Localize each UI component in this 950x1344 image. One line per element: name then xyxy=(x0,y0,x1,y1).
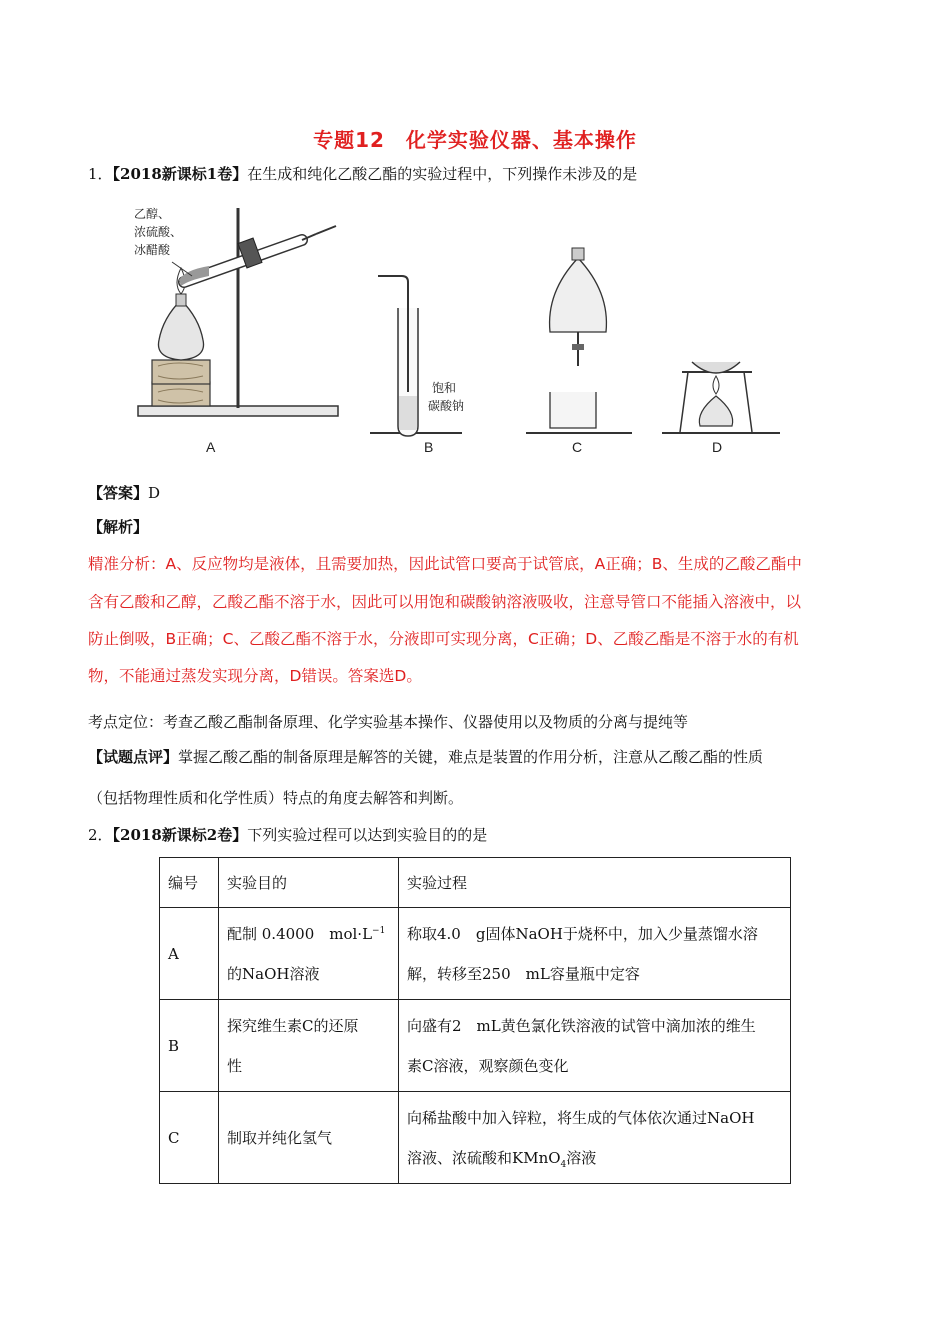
q1-number: 1． xyxy=(88,165,113,183)
tube-b-label-2: 碳酸钠 xyxy=(428,399,465,413)
analysis-label: 【解析】 xyxy=(88,518,149,536)
row-purpose xyxy=(219,908,399,1000)
apparatus-a xyxy=(134,206,338,455)
q2-source-tag: 【2018新课标2卷】 xyxy=(112,826,248,844)
answer-label: 【答案】 xyxy=(88,484,149,502)
purpose-text: 制取并纯化氢气 xyxy=(227,1128,333,1147)
kaodian-line: 考点定位：考查乙酸乙酯制备原理、化学实验基本操作、仪器使用以及物质的分离与提纯等 xyxy=(88,713,689,731)
q2-stem xyxy=(88,824,487,845)
q1-stem xyxy=(88,163,637,184)
figure-label-b: B xyxy=(424,439,434,455)
table-row xyxy=(160,1000,791,1092)
q1-stem-text: 在生成和纯化乙酸乙酯的实验过程中，下列操作未涉及的是 xyxy=(247,165,638,183)
purpose-text: 探究维生素C的还原 xyxy=(227,1016,359,1035)
process-text: 称取4.0 g固体NaOH于烧杯中，加入少量蒸馏水溶 xyxy=(407,924,758,943)
purpose-text: 的NaOH溶液 xyxy=(227,964,320,983)
row-id: B xyxy=(160,1000,219,1092)
figure-label-a: A xyxy=(206,439,216,455)
q2-number: 2． xyxy=(88,826,113,844)
apparatus-c xyxy=(526,248,632,455)
q2-stem-text: 下列实验过程可以达到实验目的的是 xyxy=(247,826,488,844)
reagent-label-3: 冰醋酸 xyxy=(134,243,171,257)
superscript: −1 xyxy=(372,925,386,936)
tube-b-label-1: 饱和 xyxy=(432,381,457,395)
process-text: 解，转移至250 mL容量瓶中定容 xyxy=(407,964,640,983)
comment-label: 【试题点评】 xyxy=(88,748,179,766)
header-purpose: 实验目的 xyxy=(219,858,399,908)
row-process xyxy=(399,1092,791,1184)
experiment-table xyxy=(159,857,791,1184)
process-text: 向盛有2 mL黄色氯化铁溶液的试管中滴加浓的维生 xyxy=(407,1016,756,1035)
process-text: 溶液 xyxy=(566,1148,597,1167)
q1-source-tag: 【2018新课标1卷】 xyxy=(112,165,248,183)
reagent-label-2: 浓硫酸、 xyxy=(134,225,183,239)
row-process xyxy=(399,1000,791,1092)
figure-label-c: C xyxy=(572,439,583,455)
row-purpose xyxy=(219,1092,399,1184)
purpose-text: 配制 0.4000 mol·L xyxy=(227,924,373,943)
answer-value: D xyxy=(148,484,161,502)
apparatus-figure xyxy=(132,196,792,466)
purpose-text: 性 xyxy=(227,1056,243,1075)
row-id: C xyxy=(160,1092,219,1184)
header-id: 编号 xyxy=(160,858,219,908)
comment-line-1 xyxy=(88,746,763,767)
subscript: 4 xyxy=(560,1159,567,1170)
q1-answer xyxy=(88,482,160,503)
figure-label-d: D xyxy=(712,439,723,455)
row-process xyxy=(399,908,791,1000)
apparatus-b xyxy=(370,276,464,455)
row-purpose xyxy=(219,1000,399,1092)
analysis-line-1: 精准分析：A、反应物均是液体，且需要加热，因此试管口要高于试管底，A正确；B、生成的乙酸乙酯中 xyxy=(88,555,802,573)
table-row xyxy=(160,1092,791,1184)
table-row xyxy=(160,908,791,1000)
analysis-line-2: 含有乙酸和乙醇，乙酸乙酯不溶于水，因此可以用饱和碳酸钠溶液吸收，注意导管口不能插入溶液中，以 xyxy=(88,593,802,611)
table-header-row xyxy=(160,858,791,908)
analysis-line-4: 物，不能通过蒸发实现分离，D错误。答案选D。 xyxy=(88,667,422,685)
process-text: 素C溶液，观察颜色变化 xyxy=(407,1056,569,1075)
process-text: 向稀盐酸中加入锌粒，将生成的气体依次通过NaOH xyxy=(407,1108,755,1127)
reagent-label-1: 乙醇、 xyxy=(134,207,171,221)
header-process: 实验过程 xyxy=(399,858,791,908)
comment-text-1: 掌握乙酸乙酯的制备原理是解答的关键，难点是装置的作用分析，注意从乙酸乙酯的性质 xyxy=(178,748,764,766)
apparatus-d xyxy=(662,362,780,455)
process-text: 溶液、浓硫酸和KMnO xyxy=(407,1148,561,1167)
analysis-line-3: 防止倒吸，B正确；C、乙酸乙酯不溶于水，分液即可实现分离，C正确；D、乙酸乙酯是不溶于水的有机 xyxy=(88,630,799,648)
page-title: 专题12 化学实验仪器、基本操作 xyxy=(313,128,637,152)
row-id: A xyxy=(160,908,219,1000)
comment-line-2: （包括物理性质和化学性质）特点的角度去解答和判断。 xyxy=(88,789,464,807)
